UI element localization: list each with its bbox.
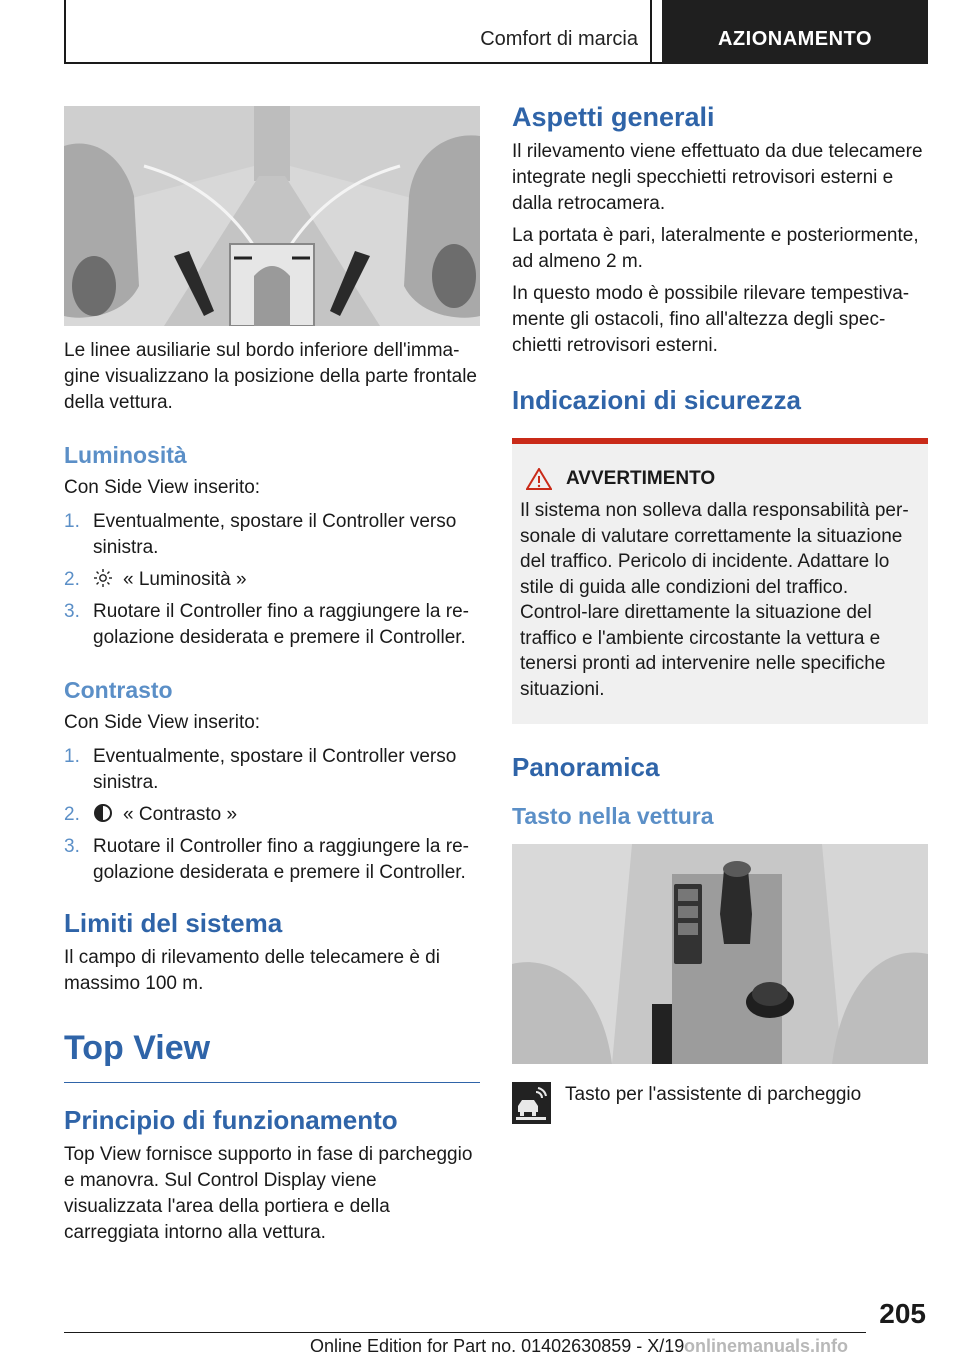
heading-luminosita: Luminosità xyxy=(64,442,187,468)
left-column xyxy=(64,106,480,1246)
aspetti-p2: La portata è pari, lateralmente e posteriormente, ad almeno 2 m. xyxy=(512,225,919,272)
warning-title: AVVERTIMENTO xyxy=(520,468,920,490)
footer-watermark: onlinemanuals.info xyxy=(684,1336,849,1356)
parking-assistant-key-label: Tasto per l'assistente di parcheggio xyxy=(565,1084,862,1105)
heading-principio: Principio di funzionamento xyxy=(64,1105,398,1135)
list-item: 3. Ruotare il Controller fino a raggiungere la re-golazione desiderata e premere il Controller. xyxy=(64,836,469,883)
list-item: 1. Eventualmente, spostare il Controller verso sinistra. xyxy=(64,511,457,558)
parking-assistant-key-icon xyxy=(512,1082,551,1124)
heading-aspetti-generali: Aspetti generali xyxy=(512,102,715,132)
heading-tasto-vettura: Tasto nella vettura xyxy=(512,803,714,829)
header-section-title: Comfort di marcia xyxy=(480,28,638,50)
figure-caption: Le linee ausiliarie sul bordo inferiore dell'imma-gine visualizzano la posizione della parte frontale della vettura. xyxy=(64,340,477,413)
page-number: 205 xyxy=(879,1298,926,1329)
heading-panoramica: Panoramica xyxy=(512,752,660,782)
side-view-illustration xyxy=(64,106,480,326)
aspetti-p1: Il rilevamento viene effettuato da due telecamere integrate negli specchietti retrovisori esterni e dalla retrocamera. xyxy=(512,141,923,214)
heading-limiti: Limiti del sistema xyxy=(64,908,283,938)
warning-triangle-icon xyxy=(526,468,552,490)
warning-text: Il sistema non solleva dalla responsabilità per-sonale di valutare correttamente la situazione del traffico. Pericolo di incidente. Adattare lo stile di guida alle condizioni del traffico. Control-lare direttamente la situazione del traffico e l'ambiente circostante la vettura e tenersi pronti ad intervenire nelle specifiche situazioni. xyxy=(520,500,909,700)
contrasto-steps xyxy=(64,744,480,886)
footer-edition: Online Edition for Part no. 01402630859 - X/19 xyxy=(310,1336,685,1356)
list-item: 1. Eventualmente, spostare il Controller verso sinistra. xyxy=(64,746,457,793)
topview-text: Top View fornisce supporto in fase di parcheggio e manovra. Sul Control Display viene visualizzata l'area della portiera e della carreggiata intorno alla vettura. xyxy=(64,1144,473,1243)
limiti-text: Il campo di rilevamento delle telecamere è di massimo 100 m. xyxy=(64,947,440,994)
warning-box xyxy=(512,438,928,724)
aspetti-p3: In questo modo è possibile rilevare tempestiva-mente gli ostacoli, fino all'altezza degli spec-chietti retrovisori esterni. xyxy=(512,283,910,356)
heading-contrasto: Contrasto xyxy=(64,677,173,703)
brightness-icon xyxy=(93,568,113,588)
list-item: 2. « Luminosità » xyxy=(64,569,247,590)
list-item: 2. « Contrasto » xyxy=(64,804,238,825)
heading-sicurezza: Indicazioni di sicurezza xyxy=(512,385,801,415)
header-chapter-tab xyxy=(662,0,928,64)
center-console-photo xyxy=(512,844,928,1064)
right-column xyxy=(512,102,928,1124)
contrasto-intro: Con Side View inserito: xyxy=(64,712,261,733)
page-header xyxy=(64,0,928,64)
parking-assistant-key-row xyxy=(512,1082,928,1124)
footer-divider xyxy=(64,1332,866,1333)
list-item: 3. Ruotare il Controller fino a raggiungere la re-golazione desiderata e premere il Controller. xyxy=(64,601,469,648)
luminosita-steps xyxy=(64,509,480,651)
header-chapter-title: AZIONAMENTO xyxy=(717,28,872,50)
heading-top-view: Top View xyxy=(64,1029,480,1083)
contrast-icon xyxy=(93,803,113,823)
luminosita-intro: Con Side View inserito: xyxy=(64,477,261,498)
